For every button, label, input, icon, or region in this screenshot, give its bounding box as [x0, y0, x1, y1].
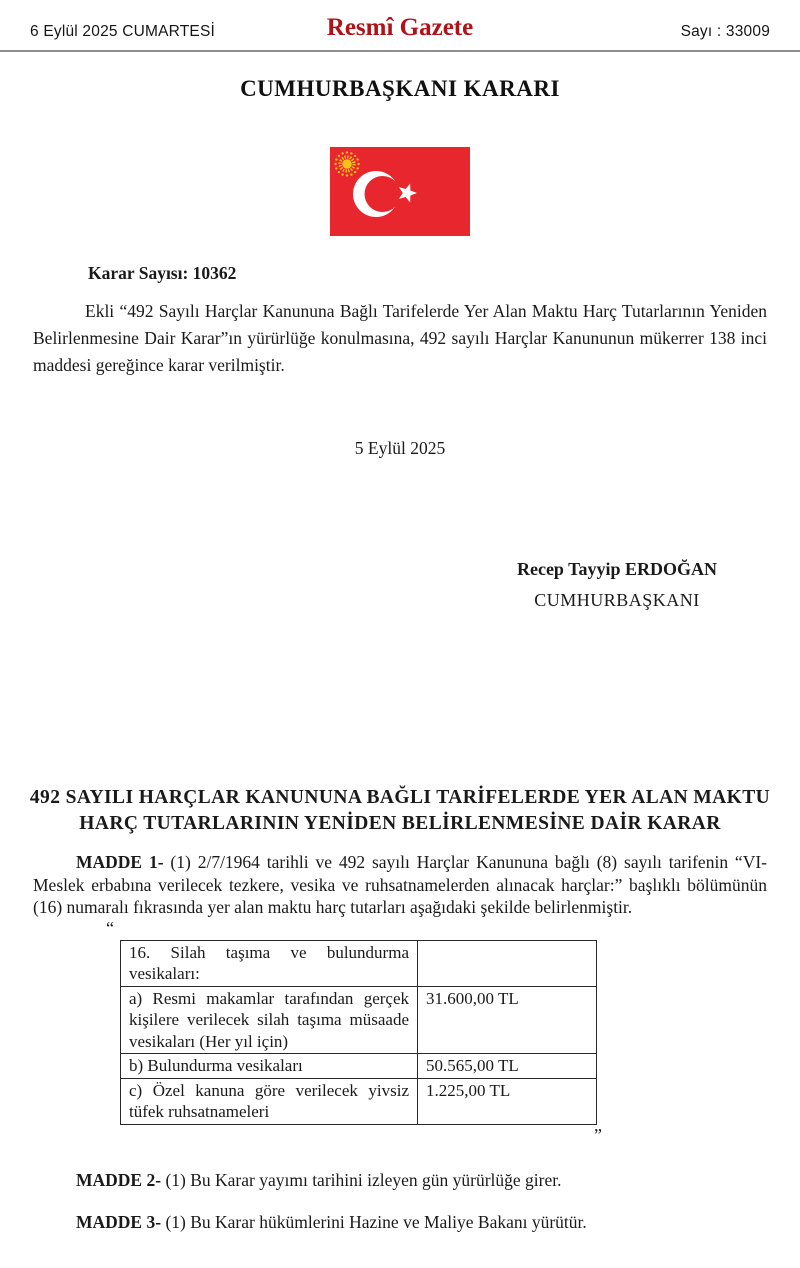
- tariff-cell-desc: b) Bulundurma vesikaları: [121, 1054, 418, 1079]
- madde-2-text: (1) Bu Karar yayımı tarihini izleyen gün yürürlüğe girer.: [161, 1169, 562, 1190]
- tariff-cell-amount: 50.565,00 TL: [418, 1054, 597, 1079]
- tariff-cell-amount: 1.225,00 TL: [418, 1078, 597, 1124]
- decree-body-paragraph: Ekli “492 Sayılı Harçlar Kanununa Bağlı Tarifelerde Yer Alan Maktu Harç Tutarlarının Yeniden Belirlenmesine Dair Karar”ın yürürlüğe konulmasına, 492 sayılı Harçlar Kanununun mükerrer 138 inci maddesi gereğince karar verilmiştir.: [33, 301, 767, 375]
- tariff-cell-amount: 31.600,00 TL: [418, 986, 597, 1054]
- tariff-table: [120, 940, 597, 1125]
- decree-heading: CUMHURBAŞKANI KARARI: [240, 76, 560, 101]
- table-row: [121, 986, 597, 1054]
- tariff-cell-desc: 16. Silah taşıma ve bulundurma vesikaları:: [121, 940, 418, 986]
- madde-1-paragraph: [33, 851, 767, 919]
- turkish-flag-graphic: [330, 147, 470, 236]
- madde-2-paragraph: [33, 1169, 767, 1192]
- table-row: [121, 1078, 597, 1124]
- table-row: [121, 940, 597, 986]
- tariff-cell-desc: c) Özel kanuna göre verilecek yivsiz tüfek ruhsatnameleri: [121, 1078, 418, 1124]
- signer-name: Recep Tayyip ERDOĞAN: [516, 559, 717, 579]
- header-date: 6 Eylül 2025 CUMARTESİ: [30, 23, 216, 40]
- opening-quote-mark: “: [106, 917, 114, 938]
- signature-block: [517, 558, 717, 611]
- gazette-title: Resmî Gazete: [326, 14, 474, 41]
- decision-number: Karar Sayısı: 10362: [88, 263, 237, 283]
- closing-quote-mark: ”: [594, 1124, 602, 1145]
- tariff-cell-desc: a) Resmi makamlar tarafından gerçek kişilere verilecek silah taşıma müsaade vesikaları (Her yıl için): [121, 986, 418, 1054]
- madde-1-text: (1) 2/7/1964 tarihli ve 492 sayılı Harçlar Kanununa bağlı (8) sayılı tarifenin “VI- Meslek erbabına verilecek tezkere, vesika ve ruhsatnamelerden alınacak harçlar:” başlıklı bölümünün (16) numaralı fıkrasında yer alan maktu harç tutarları aşağıdaki şekilde belirlenmiştir.: [33, 852, 767, 917]
- presidential-flag-image: [330, 147, 470, 236]
- madde-3-paragraph: [33, 1211, 767, 1234]
- madde-3-text: (1) Bu Karar hükümlerini Hazine ve Maliye Bakanı yürütür.: [161, 1212, 587, 1232]
- annex-title: [0, 785, 800, 837]
- annex-title-line2: HARÇ TUTARLARININ YENİDEN BELİRLENMESİNE DAİR KARAR: [79, 813, 721, 834]
- signer-title: CUMHURBAŞKANI: [534, 590, 700, 610]
- gazette-header: [0, 0, 800, 52]
- tariff-cell-amount: [418, 940, 597, 986]
- table-row: [121, 1054, 597, 1079]
- header-issue-number: Sayı : 33009: [680, 23, 771, 40]
- madde-3-label: MADDE 3-: [76, 1212, 162, 1232]
- madde-2-label: MADDE 2-: [76, 1169, 162, 1190]
- annex-title-line1: 492 SAYILI HARÇLAR KANUNUNA BAĞLI TARİFELERDE YER ALAN MAKTU: [29, 787, 771, 808]
- decree-date: 5 Eylül 2025: [354, 438, 446, 458]
- madde-1-label: MADDE 1-: [76, 852, 164, 872]
